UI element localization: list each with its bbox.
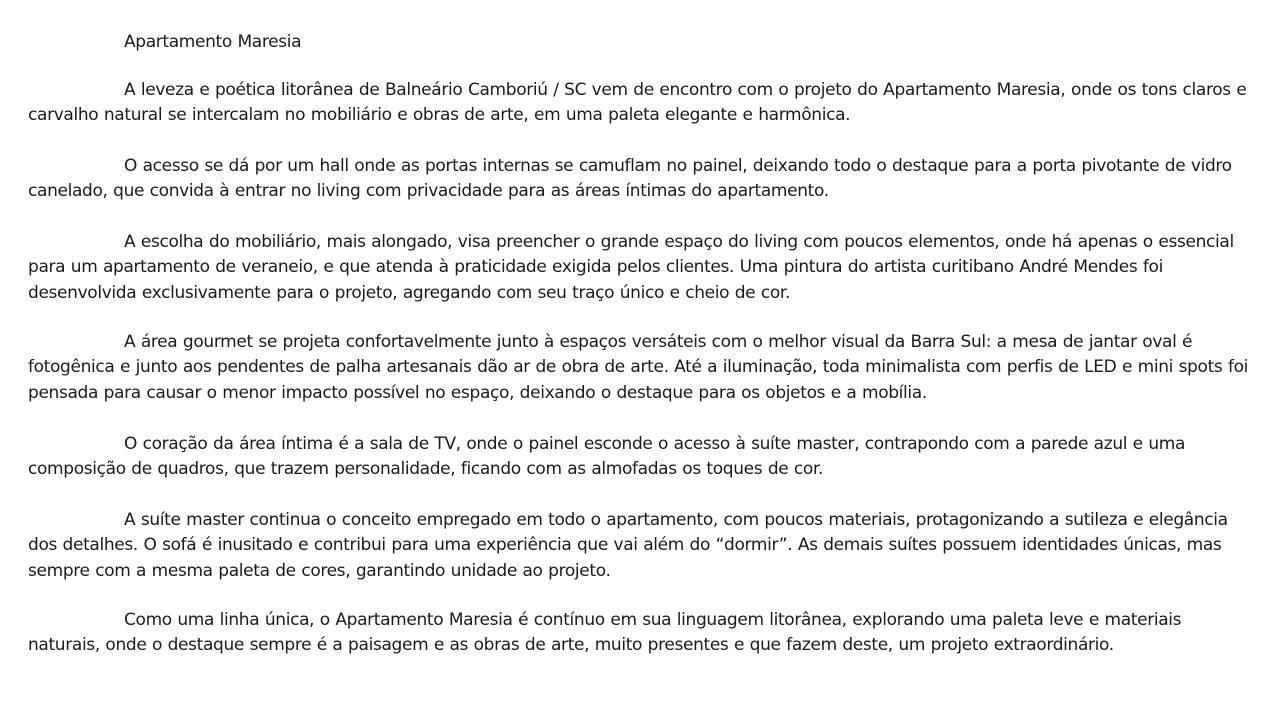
paragraph-conclusion: Como uma linha única, o Apartamento Maresia é contínuo em sua linguagem litorânea, explorando uma paleta leve e materiais naturais, onde o destaque sempre é a paisagem e as obras de arte, muito presentes e que fazem deste, um projeto extraordinário.: [28, 610, 1182, 656]
paragraph-access: O acesso se dá por um hall onde as portas internas se camuflam no painel, deixando todo o destaque para a porta pivotante de vidro canelado, que convida à entrar no living com privacidade para as áreas íntimas do apartamento.: [28, 156, 1232, 202]
paragraph-intro: A leveza e poética litorânea de Balneário Camboriú / SC vem de encontro com o projeto do Apartamento Maresia, onde os tons claros e carvalho natural se intercalam no mobiliário e obras de arte, em uma paleta elegante e harmônica.: [28, 80, 1247, 126]
paragraph-furniture: A escolha do mobiliário, mais alongado, visa preencher o grande espaço do living com poucos elementos, onde há apenas o essencial para um apartamento de veraneio, e que atenda à praticidade exigida pelos clientes. Uma pintura do artista curitibano André Mendes foi desenvolvida exclusivamente para o projeto, agregando com seu traço único e cheio de cor.: [28, 232, 1234, 303]
paragraph-intimate-area: O coração da área íntima é a sala de TV, onde o painel esconde o acesso à suíte master, contrapondo com a parede azul e uma composição de quadros, que trazem personalidade, ficando com as almofadas os toques de cor.: [28, 434, 1186, 480]
document-title: Apartamento Maresia: [124, 32, 302, 52]
paragraph-master-suite: A suíte master continua o conceito empregado em todo o apartamento, com poucos materiais, protagonizando a sutileza e elegância dos detalhes. O sofá é inusitado e contribui para uma experiência que vai além do “dormir”. As demais suítes possuem identidades únicas, mas sempre com a mesma paleta de cores, garantindo unidade ao projeto.: [28, 510, 1228, 581]
paragraph-gourmet: A área gourmet se projeta confortavelmente junto à espaços versáteis com o melhor visual da Barra Sul: a mesa de jantar oval é fotogênica e junto aos pendentes de palha artesanais dão ar de obra de arte. Até a iluminação, toda minimalista com perfis de LED e mini spots foi pensada para causar o menor impacto possível no espaço, deixando o destaque para os objetos e a mobília.: [28, 332, 1249, 403]
